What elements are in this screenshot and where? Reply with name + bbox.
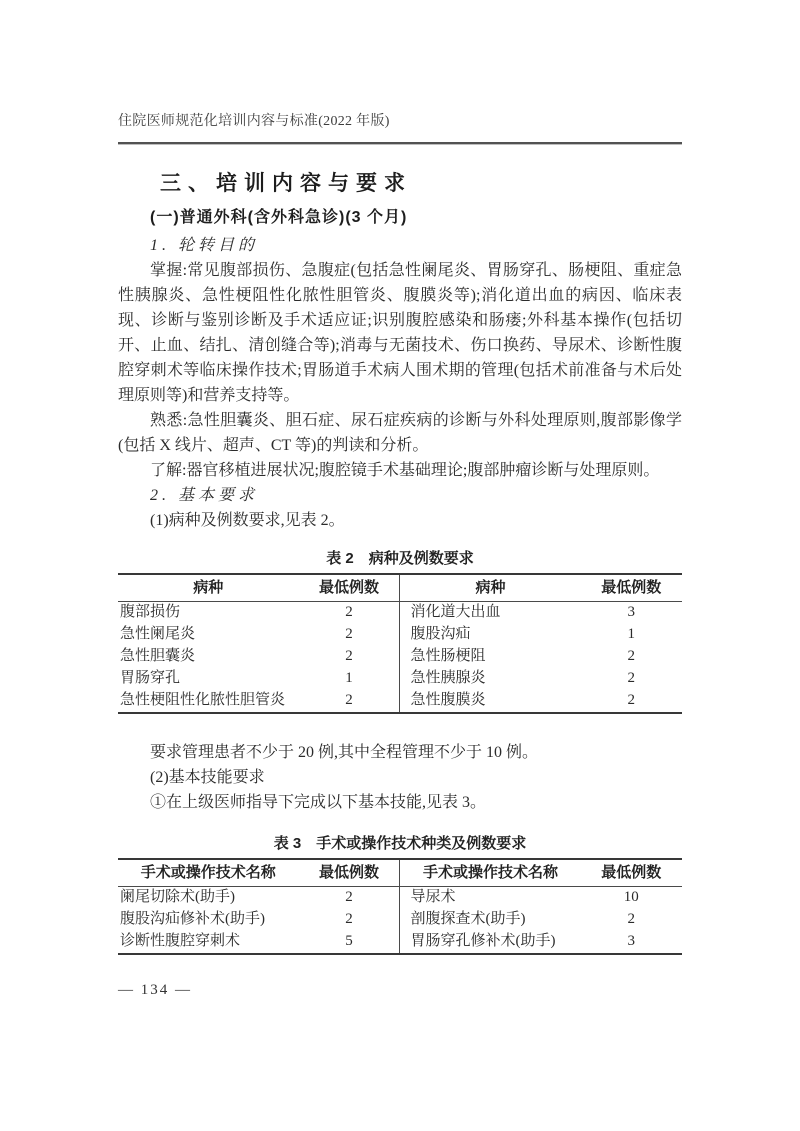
master-paragraph: 掌握:常见腹部损伤、急腹症(包括急性阑尾炎、胃肠穿孔、肠梗阻、重症急性胰腺炎、急性梗阻性化脓性胆管炎、腹膜炎等);消化道出血的病因、临床表现、诊断与鉴别诊断及手术适应证;识别腹腔感染和肠瘘;外科基本操作(包括切开、止血、结扎、清创缝合等);消毒与无菌技术、伤口换药、导尿术、诊断性腹腔穿刺术等临床操作技术;胃肠道手术病人围术期的管理(包括术前准备与术后处理原则等)和营养支持等。	[118, 262, 682, 404]
col-header-min-cases: 最低例数	[580, 859, 682, 887]
min-cases-cell: 2	[345, 692, 353, 708]
min-cases-cell: 2	[345, 648, 353, 664]
disease-cell: 急性肠梗阻	[400, 646, 580, 668]
col-header-min-cases: 最低例数	[298, 859, 400, 887]
table-row	[118, 646, 682, 668]
min-cases-cell: 3	[627, 933, 635, 949]
min-cases-cell: 2	[345, 626, 353, 642]
min-cases-cell: 3	[627, 604, 635, 620]
basic-requirements-heading: 2. 基本要求	[150, 487, 259, 504]
procedure-cell: 诊断性腹腔穿刺术	[120, 933, 241, 949]
table-row	[118, 887, 682, 910]
col-header-min-cases: 最低例数	[580, 574, 682, 602]
table-row	[118, 909, 682, 931]
procedure-cell: 腹股沟疝修补术(助手)	[120, 911, 265, 927]
page-number: — 134 —	[118, 982, 192, 998]
min-cases-cell: 2	[627, 911, 635, 927]
table3-header-row	[118, 859, 682, 887]
procedure-cell: 胃肠穿孔修补术(助手)	[400, 931, 580, 954]
disease-cell: 急性腹膜炎	[400, 690, 580, 713]
running-header: 住院医师规范化培训内容与标准(2022 年版)	[118, 114, 390, 129]
procedure-cell: 导尿术	[400, 887, 580, 910]
min-cases-cell: 2	[627, 648, 635, 664]
procedure-cell: 阑尾切除术(助手)	[120, 889, 235, 905]
familiar-paragraph: 熟悉:急性胆囊炎、胆石症、尿石症疾病的诊断与外科处理原则,腹部影像学(包括 X 线片、超声、CT 等)的判读和分析。	[118, 412, 682, 454]
col-header-disease: 病种	[400, 574, 580, 602]
min-cases-cell: 2	[345, 604, 353, 620]
min-cases-cell: 2	[627, 692, 635, 708]
table2-disease-cases	[118, 573, 682, 714]
col-header-procedure: 手术或操作技术名称	[400, 859, 580, 887]
table-row	[118, 602, 682, 625]
min-cases-cell: 5	[345, 933, 353, 949]
table-row	[118, 931, 682, 954]
table2-header-row	[118, 574, 682, 602]
manage-note-line: 要求管理患者不少于 20 例,其中全程管理不少于 10 例。	[150, 744, 539, 761]
disease-requirement-line: (1)病种及例数要求,见表 2。	[150, 512, 345, 529]
disease-cell: 急性梗阻性化脓性胆管炎	[120, 692, 286, 708]
col-header-procedure: 手术或操作技术名称	[118, 859, 298, 887]
table-row	[118, 624, 682, 646]
disease-cell: 消化道大出血	[400, 602, 580, 625]
table-row	[118, 690, 682, 713]
min-cases-cell: 2	[627, 670, 635, 686]
table3-procedure-cases	[118, 858, 682, 955]
min-cases-cell: 10	[623, 889, 639, 905]
table3-title: 表 3 手术或操作技术种类及例数要求	[273, 835, 527, 852]
min-cases-cell: 1	[627, 626, 635, 642]
procedure-cell: 剖腹探查术(助手)	[400, 909, 580, 931]
min-cases-cell: 1	[345, 670, 353, 686]
subsection-title: (一)普通外科(含外科急诊)(3 个月)	[150, 209, 408, 226]
min-cases-cell: 2	[345, 911, 353, 927]
disease-cell: 腹股沟疝	[400, 624, 580, 646]
disease-cell: 腹部损伤	[120, 604, 181, 620]
table-row	[118, 668, 682, 690]
skill-requirement-heading: (2)基本技能要求	[150, 769, 265, 786]
col-header-disease: 病种	[118, 574, 298, 602]
understand-paragraph: 了解:器官移植进展状况;腹腔镜手术基础理论;腹部肿瘤诊断与处理原则。	[150, 462, 660, 479]
disease-cell: 急性胆囊炎	[120, 648, 196, 664]
disease-cell: 急性胰腺炎	[400, 668, 580, 690]
header-rule	[118, 142, 682, 145]
min-cases-cell: 2	[345, 889, 353, 905]
col-header-min-cases: 最低例数	[298, 574, 400, 602]
disease-cell: 胃肠穿孔	[120, 670, 181, 686]
section-title: 三、培训内容与要求	[160, 172, 412, 195]
disease-cell: 急性阑尾炎	[120, 626, 196, 642]
rotation-purpose-heading: 1. 轮转目的	[150, 237, 259, 254]
skill-requirement-item: ①在上级医师指导下完成以下基本技能,见表 3。	[150, 794, 487, 811]
table2-title: 表 2 病种及例数要求	[326, 550, 474, 567]
